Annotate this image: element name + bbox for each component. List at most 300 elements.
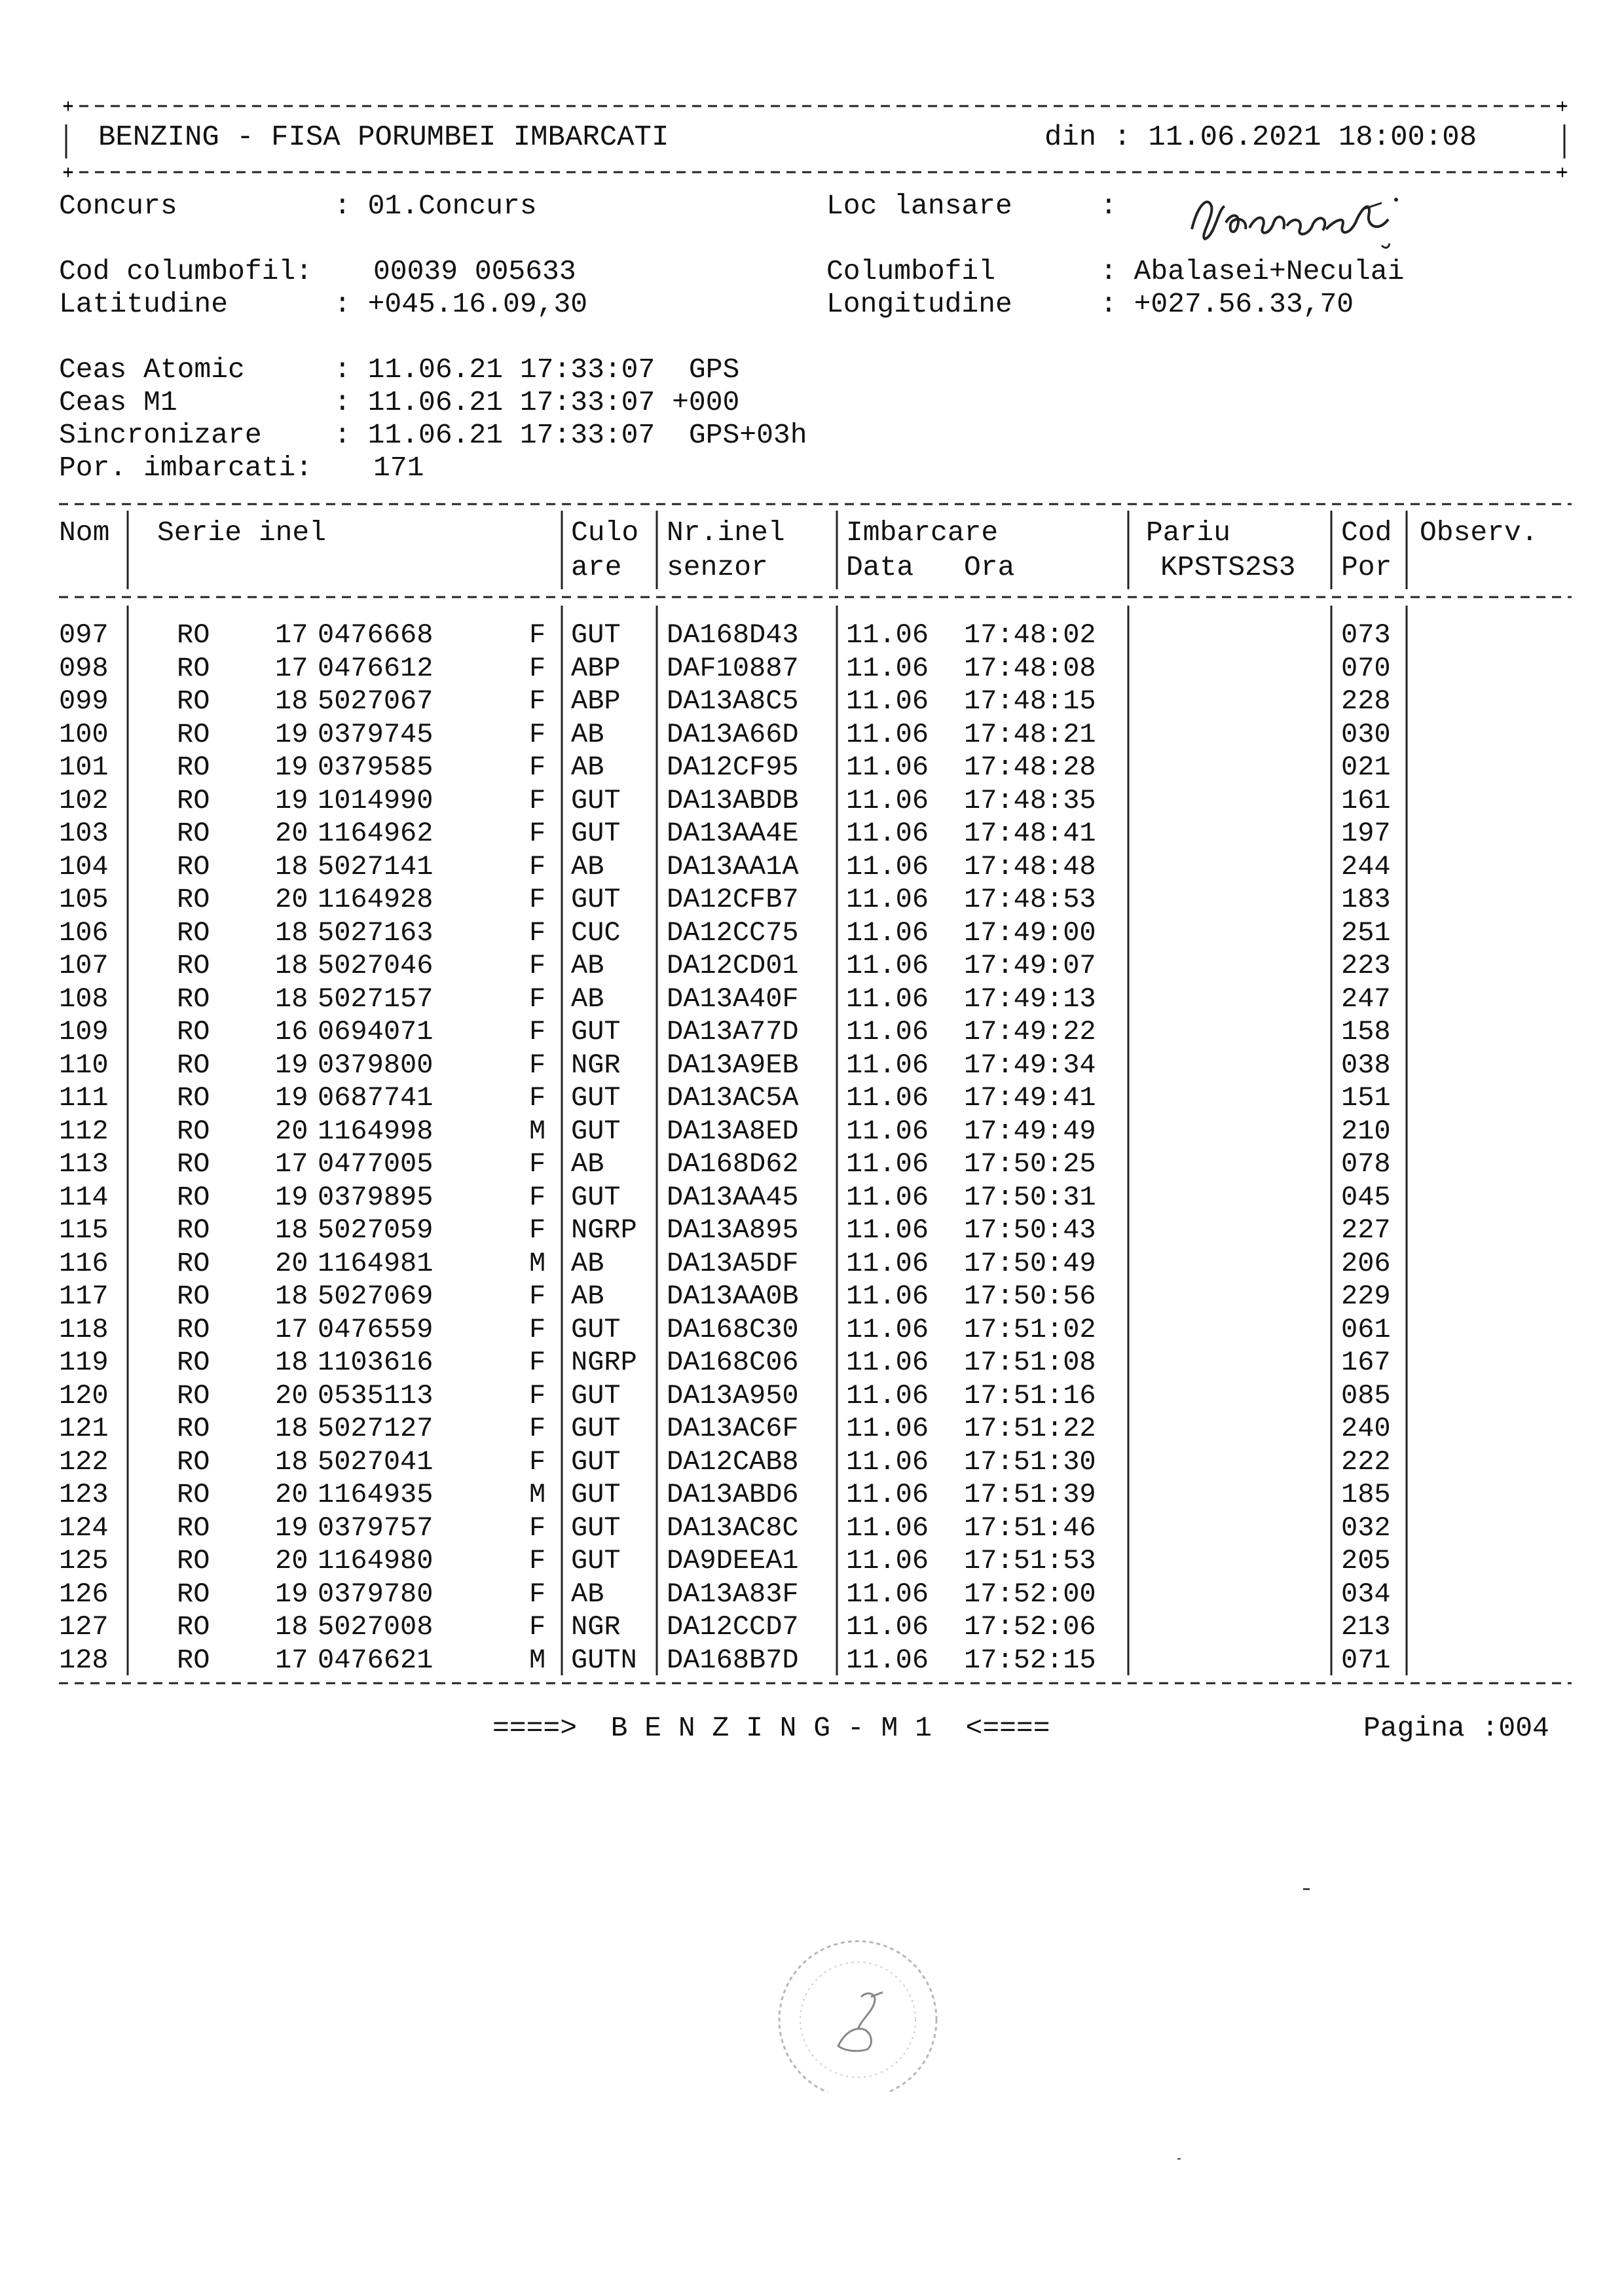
cell-color: GUT: [571, 1545, 621, 1576]
cell-sex: F: [529, 1016, 546, 1048]
cell-sex: M: [529, 1644, 546, 1676]
cell-year: 18: [275, 1413, 308, 1444]
cell-ring-number: 0379585: [318, 752, 434, 783]
cell-color: GUT: [571, 1082, 621, 1114]
cell-ring-number: 5027163: [318, 917, 434, 949]
cell-sex: F: [529, 1545, 546, 1576]
cell-country: RO: [177, 1148, 210, 1180]
cell-sex: F: [529, 850, 546, 883]
cell-cod-por: 210: [1341, 1115, 1391, 1147]
cell-color: GUT: [571, 1313, 621, 1345]
cell-year: 18: [275, 1347, 308, 1378]
cell-sex: F: [529, 752, 546, 783]
col-header-culoare: Culo: [571, 517, 639, 549]
cell-time: 17:48:48: [964, 850, 1096, 883]
cell-country: RO: [177, 1644, 210, 1676]
cell-time: 17:48:21: [964, 718, 1096, 750]
cell-cod-por: 070: [1341, 652, 1391, 684]
cell-ring-number: 0379895: [318, 1181, 434, 1213]
svg-text:+: +: [62, 163, 75, 180]
cell-sex: F: [529, 718, 546, 750]
cell-color: GUT: [571, 1413, 621, 1444]
cell-nom: 112: [59, 1115, 109, 1147]
cell-cod-por: 167: [1341, 1347, 1391, 1378]
cell-date: 11.06: [846, 1247, 929, 1279]
cell-sensor: DA13AC5A: [667, 1082, 799, 1114]
cell-ring-number: 1164935: [318, 1479, 434, 1510]
cell-nom: 100: [59, 718, 109, 750]
cell-year: 20: [275, 1379, 308, 1412]
cell-nom: 117: [59, 1281, 109, 1312]
cell-color: AB: [571, 1148, 604, 1180]
cell-cod-por: 032: [1341, 1512, 1391, 1544]
cell-nom: 108: [59, 983, 109, 1015]
cell-color: NGRP: [571, 1347, 637, 1378]
svg-text:+: +: [62, 98, 75, 119]
cell-country: RO: [177, 818, 210, 849]
cell-year: 17: [275, 652, 308, 684]
cell-cod-por: 185: [1341, 1479, 1391, 1510]
cell-sensor: DA13A40F: [667, 983, 799, 1015]
cell-ring-number: 1164980: [318, 1545, 434, 1576]
cell-nom: 122: [59, 1446, 109, 1478]
cell-time: 17:51:46: [964, 1512, 1096, 1544]
cell-cod-por: 034: [1341, 1578, 1391, 1610]
handwritten-signature: [1185, 183, 1408, 255]
cell-date: 11.06: [846, 1644, 929, 1676]
speck-mark: [1177, 2158, 1181, 2160]
speck-mark: [1303, 1888, 1310, 1890]
cell-country: RO: [177, 784, 210, 816]
cell-sex: F: [529, 1049, 546, 1081]
cell-sensor: DAF10887: [667, 652, 799, 684]
cell-time: 17:49:22: [964, 1016, 1096, 1048]
cell-ring-number: 5027067: [318, 685, 434, 717]
ceas-atomic-label: Ceas Atomic: [59, 354, 245, 386]
cell-time: 17:49:41: [964, 1082, 1096, 1114]
cell-sensor: DA13ABD6: [667, 1479, 799, 1510]
cod-columbofil-label: Cod columbofil:: [59, 255, 313, 287]
cell-nom: 125: [59, 1545, 109, 1576]
col-header-observ: Observ.: [1420, 517, 1538, 549]
cell-country: RO: [177, 752, 210, 783]
cell-sensor: DA13A8ED: [667, 1115, 799, 1147]
col-header-pariu: Pariu: [1146, 517, 1231, 549]
cell-nom: 101: [59, 752, 109, 783]
cell-date: 11.06: [846, 784, 929, 816]
col-header-imbarcare: Imbarcare: [846, 517, 999, 549]
cell-color: AB: [571, 1281, 604, 1312]
cell-cod-por: 183: [1341, 884, 1391, 915]
cell-cod-por: 158: [1341, 1016, 1391, 1048]
cell-ring-number: 5027008: [318, 1611, 434, 1643]
longitudine-value: : +027.56.33,70: [1100, 288, 1354, 320]
cell-year: 18: [275, 850, 308, 883]
cell-year: 18: [275, 1214, 308, 1246]
cell-country: RO: [177, 718, 210, 750]
cell-country: RO: [177, 1016, 210, 1048]
footer-brand: ====> B E N Z I N G - M 1 <====: [492, 1712, 1050, 1744]
cell-nom: 127: [59, 1611, 109, 1643]
cell-sex: F: [529, 685, 546, 717]
cell-year: 17: [275, 1644, 308, 1676]
cell-time: 17:52:06: [964, 1611, 1096, 1643]
cell-sex: F: [529, 950, 546, 981]
cell-ring-number: 0379800: [318, 1049, 434, 1081]
cell-ring-number: 1164998: [318, 1115, 434, 1147]
cell-color: GUT: [571, 619, 621, 651]
cell-sensor: DA168D43: [667, 619, 799, 651]
cell-color: ABP: [571, 685, 621, 717]
cell-nom: 105: [59, 884, 109, 915]
cell-nom: 119: [59, 1347, 109, 1378]
cell-cod-por: 151: [1341, 1082, 1391, 1114]
cell-cod-por: 071: [1341, 1644, 1391, 1676]
cell-color: GUT: [571, 784, 621, 816]
cell-year: 18: [275, 685, 308, 717]
cell-nom: 118: [59, 1313, 109, 1345]
cell-time: 17:50:31: [964, 1181, 1096, 1213]
cell-ring-number: 0687741: [318, 1082, 434, 1114]
cell-time: 17:49:34: [964, 1049, 1096, 1081]
cell-time: 17:51:16: [964, 1379, 1096, 1412]
cell-sex: M: [529, 1115, 546, 1147]
cell-sex: F: [529, 652, 546, 684]
cell-sex: F: [529, 1181, 546, 1213]
cell-time: 17:48:08: [964, 652, 1096, 684]
cell-nom: 121: [59, 1413, 109, 1444]
document-datetime: din : 11.06.2021 18:00:08: [1044, 121, 1477, 154]
cell-date: 11.06: [846, 1115, 929, 1147]
cell-cod-por: 228: [1341, 685, 1391, 717]
cell-sex: F: [529, 1379, 546, 1412]
cell-sensor: DA13AC8C: [667, 1512, 799, 1544]
cell-time: 17:51:02: [964, 1313, 1096, 1345]
cell-sex: F: [529, 1611, 546, 1643]
latitudine-label: Latitudine: [59, 288, 229, 320]
cell-ring-number: 0476559: [318, 1313, 434, 1345]
cell-nom: 109: [59, 1016, 109, 1048]
cell-date: 11.06: [846, 619, 929, 651]
cell-date: 11.06: [846, 1214, 929, 1246]
cell-ring-number: 1103616: [318, 1347, 434, 1378]
cell-sex: F: [529, 818, 546, 849]
ceas-m1-label: Ceas M1: [59, 386, 177, 418]
cell-date: 11.06: [846, 652, 929, 684]
cell-date: 11.06: [846, 884, 929, 915]
cell-time: 17:52:00: [964, 1578, 1096, 1610]
cod-columbofil-value: 00039 005633: [373, 255, 576, 287]
cell-cod-por: 229: [1341, 1281, 1391, 1312]
cell-cod-por: 073: [1341, 619, 1391, 651]
cell-color: AB: [571, 950, 604, 981]
cell-time: 17:48:35: [964, 784, 1096, 816]
cell-year: 18: [275, 917, 308, 949]
cell-year: 19: [275, 1578, 308, 1610]
cell-year: 19: [275, 1049, 308, 1081]
cell-color: GUT: [571, 1379, 621, 1412]
cell-nom: 106: [59, 917, 109, 949]
cell-sex: F: [529, 1313, 546, 1345]
cell-sex: F: [529, 884, 546, 915]
cell-sex: F: [529, 1578, 546, 1610]
cell-ring-number: 5027157: [318, 983, 434, 1015]
cell-sensor: DA168C06: [667, 1347, 799, 1378]
svg-text:+: +: [1557, 98, 1568, 119]
cell-nom: 126: [59, 1578, 109, 1610]
cell-ring-number: 5027141: [318, 850, 434, 883]
cell-country: RO: [177, 1446, 210, 1478]
cell-ring-number: 5027059: [318, 1214, 434, 1246]
columbofil-label: Columbofil: [826, 255, 996, 287]
cell-date: 11.06: [846, 1082, 929, 1114]
cell-nom: 102: [59, 784, 109, 816]
cell-country: RO: [177, 1512, 210, 1544]
cell-ring-number: 0476668: [318, 619, 434, 651]
cell-sex: F: [529, 1413, 546, 1444]
cell-nom: 113: [59, 1148, 109, 1180]
col-header-nr-inel: Nr.inel: [667, 517, 785, 549]
cell-cod-por: 223: [1341, 950, 1391, 981]
cell-nom: 123: [59, 1479, 109, 1510]
cell-time: 17:51:39: [964, 1479, 1096, 1510]
cell-date: 11.06: [846, 1446, 929, 1478]
cell-year: 17: [275, 1148, 308, 1180]
cell-color: AB: [571, 983, 604, 1015]
cell-sex: F: [529, 1347, 546, 1378]
cell-sensor: DA12CF95: [667, 752, 799, 783]
col-header-nom: Nom: [59, 517, 110, 549]
cell-color: AB: [571, 1247, 604, 1279]
cell-country: RO: [177, 1479, 210, 1510]
cell-date: 11.06: [846, 1545, 929, 1576]
cell-date: 11.06: [846, 1313, 929, 1345]
cell-sensor: DA13A895: [667, 1214, 799, 1246]
concurs-label: Concurs: [59, 190, 177, 222]
cell-cod-por: 038: [1341, 1049, 1391, 1081]
cell-country: RO: [177, 652, 210, 684]
cell-country: RO: [177, 1214, 210, 1246]
cell-time: 17:49:00: [964, 917, 1096, 949]
cell-country: RO: [177, 1049, 210, 1081]
cell-nom: 116: [59, 1247, 109, 1279]
cell-year: 17: [275, 1313, 308, 1345]
cell-ring-number: 0694071: [318, 1016, 434, 1048]
cell-sensor: DA13A950: [667, 1379, 799, 1412]
cell-color: ABP: [571, 652, 621, 684]
loc-lansare-label: Loc lansare: [826, 190, 1012, 222]
cell-sensor: DA13AA4E: [667, 818, 799, 849]
col-header-ora: Ora: [964, 551, 1015, 583]
svg-text:+: +: [1557, 163, 1568, 180]
columbofil-value: : Abalasei+Neculai: [1100, 255, 1405, 287]
cell-date: 11.06: [846, 1413, 929, 1444]
cell-date: 11.06: [846, 850, 929, 883]
cell-date: 11.06: [846, 718, 929, 750]
cell-year: 17: [275, 619, 308, 651]
cell-color: GUT: [571, 1446, 621, 1478]
cell-date: 11.06: [846, 950, 929, 981]
cell-sex: M: [529, 1247, 546, 1279]
ceas-m1-value: : 11.06.21 17:33:07 +000: [334, 386, 740, 418]
por-imbarcati-value: 171: [373, 452, 424, 484]
cell-date: 11.06: [846, 1016, 929, 1048]
col-header-data: Data: [846, 551, 914, 583]
cell-color: GUT: [571, 818, 621, 849]
cell-country: RO: [177, 1281, 210, 1312]
col-header-kpsts2s3: KPSTS2S3: [1160, 551, 1296, 583]
cell-nom: 110: [59, 1049, 109, 1081]
cell-cod-por: 161: [1341, 784, 1391, 816]
cell-ring-number: 0476612: [318, 652, 434, 684]
cell-nom: 103: [59, 818, 109, 849]
cell-cod-por: 197: [1341, 818, 1391, 849]
cell-time: 17:50:49: [964, 1247, 1096, 1279]
cell-country: RO: [177, 884, 210, 915]
cell-color: GUT: [571, 1181, 621, 1213]
cell-country: RO: [177, 950, 210, 981]
cell-year: 20: [275, 884, 308, 915]
cell-time: 17:48:28: [964, 752, 1096, 783]
document-title: BENZING - FISA PORUMBEI IMBARCATI: [98, 121, 669, 154]
col-header-por: Por: [1341, 551, 1392, 583]
cell-nom: 099: [59, 685, 109, 717]
col-header-cod: Cod: [1341, 517, 1392, 549]
cell-year: 19: [275, 718, 308, 750]
cell-cod-por: 222: [1341, 1446, 1391, 1478]
cell-nom: 098: [59, 652, 109, 684]
cell-ring-number: 5027041: [318, 1446, 434, 1478]
cell-sensor: DA12CC75: [667, 917, 799, 949]
cell-sex: F: [529, 619, 546, 651]
cell-country: RO: [177, 1379, 210, 1412]
cell-sex: F: [529, 1512, 546, 1544]
cell-color: CUC: [571, 917, 621, 949]
cell-color: AB: [571, 850, 604, 883]
loc-lansare-separator: :: [1100, 190, 1117, 222]
cell-year: 19: [275, 1082, 308, 1114]
cell-year: 19: [275, 752, 308, 783]
cell-year: 19: [275, 1181, 308, 1213]
cell-cod-por: 085: [1341, 1379, 1391, 1412]
cell-color: GUT: [571, 1512, 621, 1544]
cell-ring-number: 0379780: [318, 1578, 434, 1610]
cell-sensor: DA12CFB7: [667, 884, 799, 915]
cell-country: RO: [177, 1115, 210, 1147]
cell-country: RO: [177, 850, 210, 883]
cell-sensor: DA13A83F: [667, 1578, 799, 1610]
cell-date: 11.06: [846, 1578, 929, 1610]
cell-year: 19: [275, 784, 308, 816]
cell-sensor: DA168B7D: [667, 1644, 799, 1676]
cell-ring-number: 0379745: [318, 718, 434, 750]
cell-cod-por: 247: [1341, 983, 1391, 1015]
cell-sex: F: [529, 1446, 546, 1478]
cell-ring-number: 1164928: [318, 884, 434, 915]
sincronizare-label: Sincronizare: [59, 419, 262, 451]
cell-ring-number: 1164981: [318, 1247, 434, 1279]
cell-cod-por: 061: [1341, 1313, 1391, 1345]
sincronizare-value: : 11.06.21 17:33:07 GPS+03h: [334, 419, 807, 451]
cell-year: 20: [275, 1545, 308, 1576]
cell-sensor: DA13A66D: [667, 718, 799, 750]
cell-ring-number: 5027127: [318, 1413, 434, 1444]
cell-year: 19: [275, 1512, 308, 1544]
cell-time: 17:49:49: [964, 1115, 1096, 1147]
cell-time: 17:51:30: [964, 1446, 1096, 1478]
cell-time: 17:49:13: [964, 983, 1096, 1015]
cell-year: 20: [275, 1247, 308, 1279]
por-imbarcati-label: Por. imbarcati:: [59, 452, 313, 484]
cell-year: 20: [275, 1115, 308, 1147]
cell-date: 11.06: [846, 1611, 929, 1643]
cell-country: RO: [177, 1611, 210, 1643]
cell-year: 20: [275, 1479, 308, 1510]
cell-sensor: DA12CCD7: [667, 1611, 799, 1643]
cell-date: 11.06: [846, 752, 929, 783]
cell-ring-number: 1014990: [318, 784, 434, 816]
cell-year: 20: [275, 818, 308, 849]
cell-date: 11.06: [846, 1281, 929, 1312]
cell-sensor: DA13AA0B: [667, 1281, 799, 1312]
cell-date: 11.06: [846, 1049, 929, 1081]
cell-ring-number: 5027069: [318, 1281, 434, 1312]
cell-country: RO: [177, 1313, 210, 1345]
cell-sex: F: [529, 1148, 546, 1180]
concurs-value: : 01.Concurs: [334, 190, 537, 222]
cell-date: 11.06: [846, 1347, 929, 1378]
cell-country: RO: [177, 1413, 210, 1444]
cell-color: GUT: [571, 1115, 621, 1147]
cell-sensor: DA13A9EB: [667, 1049, 799, 1081]
cell-sex: F: [529, 1214, 546, 1246]
cell-ring-number: 1164962: [318, 818, 434, 849]
cell-sensor: DA12CAB8: [667, 1446, 799, 1478]
cell-year: 18: [275, 950, 308, 981]
cell-time: 17:48:02: [964, 619, 1096, 651]
cell-sensor: DA12CD01: [667, 950, 799, 981]
cell-cod-por: 244: [1341, 850, 1391, 883]
cell-country: RO: [177, 1247, 210, 1279]
cell-year: 18: [275, 1611, 308, 1643]
cell-country: RO: [177, 685, 210, 717]
cell-nom: 128: [59, 1644, 109, 1676]
ceas-atomic-value: : 11.06.21 17:33:07 GPS: [334, 354, 740, 386]
cell-time: 17:50:56: [964, 1281, 1096, 1312]
longitudine-label: Longitudine: [826, 288, 1012, 320]
cell-date: 11.06: [846, 1512, 929, 1544]
cell-color: GUT: [571, 1479, 621, 1510]
cell-nom: 120: [59, 1379, 109, 1412]
page-number: Pagina :004: [1363, 1712, 1549, 1744]
cell-cod-por: 021: [1341, 752, 1391, 783]
cell-date: 11.06: [846, 685, 929, 717]
cell-country: RO: [177, 1578, 210, 1610]
cell-year: 18: [275, 1446, 308, 1478]
cell-nom: 114: [59, 1181, 109, 1213]
cell-country: RO: [177, 1545, 210, 1576]
cell-date: 11.06: [846, 917, 929, 949]
cell-color: GUTN: [571, 1644, 637, 1676]
cell-color: AB: [571, 718, 604, 750]
cell-country: RO: [177, 983, 210, 1015]
cell-time: 17:50:43: [964, 1214, 1096, 1246]
cell-sex: F: [529, 983, 546, 1015]
cell-color: AB: [571, 1578, 604, 1610]
cell-sex: F: [529, 1082, 546, 1114]
cell-date: 11.06: [846, 983, 929, 1015]
cell-time: 17:51:22: [964, 1413, 1096, 1444]
